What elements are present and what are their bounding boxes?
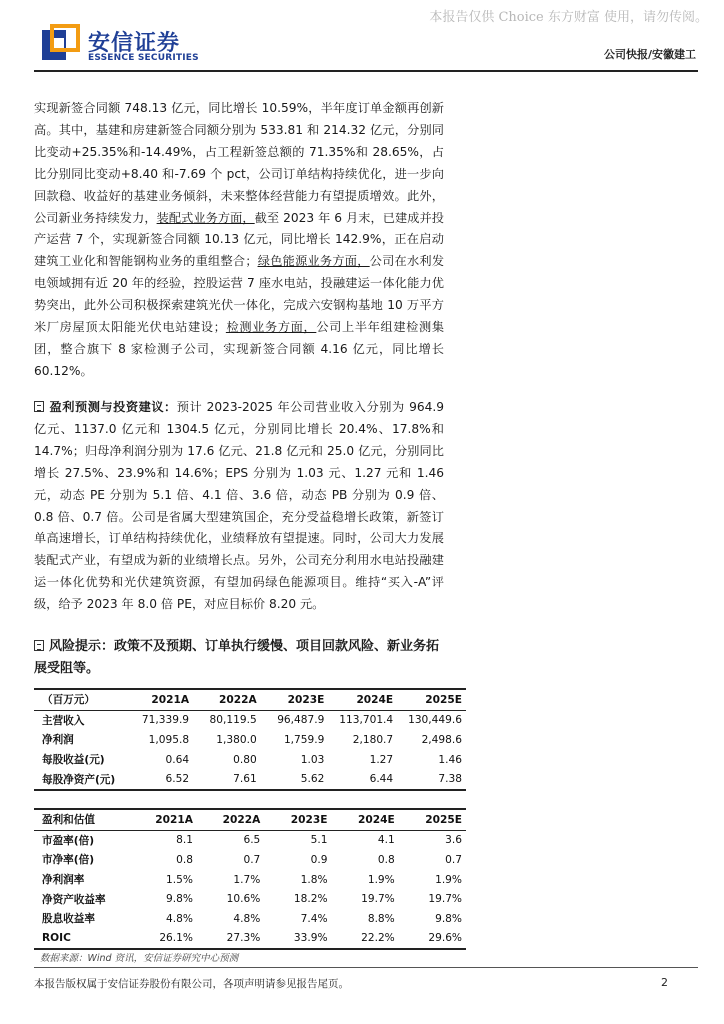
table-cell: 1.5%: [166, 873, 193, 886]
table-cell: 4.8%: [233, 912, 261, 925]
table-cell: 3.6: [445, 834, 462, 847]
paragraph-earnings-forecast: [34, 397, 444, 616]
paragraph-text: 实现新签合同额 748.13 亿元，同比增长 10.59%，半年度订单金额再创新高。其中，基建和房建新签合同额分别为 533.81 和 214.32 亿元，分别同比变动+25.35%和-14.49%，占工程新签总额的 71.35%和 28.65%，占比分别同比变动+8.40 和-7.69 个 pct，公司订单结构持续优化，进一步向回款稳、收益好的基建业务倾斜，未来整体经营能力有望提质增效。此外，公司新业务持续发力，: [34, 101, 444, 225]
table-row-label: 市净率(倍): [42, 854, 95, 867]
table-row: [34, 830, 466, 850]
watermark: 本报告仅供 Choice 东方财富 使用，请勿传阅。: [429, 10, 708, 25]
footer-divider: [34, 967, 698, 968]
table-header-row: [34, 689, 466, 710]
table-cell: 29.6%: [399, 929, 466, 950]
table-cell: 0.7: [445, 853, 462, 866]
paragraph-text: 公司上半年组建检测集团，整合旗下 8 家检测子公司，实现新签合同额 4.16 亿元，同比增长 60.12%。: [34, 320, 445, 378]
table-row-label: 净资产收益率: [42, 893, 106, 906]
section-doc-icon: [34, 401, 44, 412]
table-cell: 1,380.0: [216, 733, 257, 746]
risk-warning-text: 风险提示：政策不及预期、订单执行缓慢、项目回款风险、新业务拓展受阻等。: [34, 639, 440, 676]
financial-summary-table: [34, 688, 466, 791]
earnings-forecast-text: 预计 2023-2025 年公司营业收入分别为 964.9 亿元、1137.0 亿元和 1304.5 亿元，分别同比增长 20.4%、17.8%和 14.7%；归母净利润分别为 17.6 亿元、21.8 亿元和 25.0 亿元，分别同比增长 27.5%、23.9%和 14.6%；EPS 分别为 1.03 元、1.27 元和 1.46 元，动态 PE 分别为 5.1 倍、4.1 倍、3.6 倍，动态 PB 分别为 0.9 倍、0.8 倍、0.7 倍。公司是省属大型建筑国企，充分受益稳增长政策，新签订单高速增长，订单结构持续优化，业绩释放有望提速。同时，公司大力发展装配式产业，有望成为新的业绩增长点。另外，公司充分利用水电站投融建运一体化优势和光伏建筑资源，有望加码绿色能源项目。维持“买入-A”评级，给予 2023 年 8.0 倍 PE，对应目标价 8.20 元。: [34, 400, 444, 612]
table-header-cell: 2021A: [130, 809, 197, 830]
table-cell: 1.9%: [367, 873, 395, 886]
table-cell: 7.61: [193, 769, 261, 790]
table-row-label: 市盈率(倍): [42, 834, 95, 847]
table-cell: 113,701.4: [339, 714, 394, 727]
valuation-table: [34, 808, 466, 950]
table-cell: 6.44: [328, 769, 397, 790]
table-cell: 0.80: [233, 753, 257, 766]
table-row: [34, 870, 466, 890]
table-cell: 19.7%: [428, 893, 462, 906]
underlined-heading: 装配式业务方面，: [156, 210, 255, 225]
table-cell: 33.9%: [264, 929, 331, 950]
table-cell: 7.38: [397, 769, 466, 790]
table-cell: 1.7%: [233, 873, 261, 886]
table-row: [34, 769, 466, 790]
table-row: [34, 710, 466, 730]
table-header-cell: 2022A: [197, 809, 264, 830]
page-number: 2: [661, 976, 668, 989]
underlined-heading: 检测业务方面，: [225, 320, 317, 335]
table-cell: 1,759.9: [283, 733, 325, 746]
table-cell: 7.4%: [300, 912, 328, 925]
table-cell: 1.46: [438, 753, 462, 766]
paragraph-business-overview: [34, 98, 444, 383]
brand-logo-icon: [40, 24, 80, 64]
table-header-row: [34, 809, 466, 830]
table-row-label: 净利润: [42, 734, 74, 747]
table-row: [34, 909, 466, 929]
table-cell: 130,449.6: [408, 714, 462, 727]
table-row: [34, 889, 466, 909]
table-cell: 5.62: [261, 769, 329, 790]
table-cell: 1.27: [369, 753, 394, 766]
table-cell: 0.7: [243, 853, 261, 866]
table-row-label: 每股净资产(元): [34, 769, 125, 790]
table-row: [34, 850, 466, 870]
table-row: [34, 730, 466, 750]
data-source: 数据来源：Wind 资讯，安信证券研究中心预测: [40, 953, 239, 964]
table-cell: 0.8: [377, 853, 395, 866]
table-cell: 6.5: [243, 834, 261, 847]
table-cell: 22.2%: [332, 929, 399, 950]
table-cell: 27.3%: [197, 929, 264, 950]
paragraph-text: 公司在水利发电领域拥有近 20 年的经验，控股运营 7 座水电站，投融建运一体化能力优势突出，此外公司积极探索建筑光伏一体化，完成六安钢构基地 10 万平方米厂房屋顶太阳能光伏电站建设；: [34, 254, 445, 335]
table-header-cell: 2021A: [125, 689, 193, 710]
table-cell: 0.9: [310, 853, 328, 866]
report-category: 公司快报/安徽建工: [603, 48, 696, 61]
table-cell: 9.8%: [435, 912, 462, 925]
table-cell: 2,498.6: [421, 733, 462, 746]
table-cell: 10.6%: [226, 893, 261, 906]
table-header-cell: （百万元）: [34, 689, 125, 710]
table-cell: 71,339.9: [141, 714, 190, 727]
table-row-label: 每股收益(元): [42, 754, 105, 767]
table-row-label: ROIC: [34, 929, 130, 950]
table-cell: 0.8: [176, 853, 193, 866]
table-header-cell: 2023E: [264, 809, 331, 830]
section-doc-icon: [34, 640, 44, 651]
table-cell: 1.03: [300, 753, 325, 766]
table-cell: 8.1: [176, 834, 193, 847]
table-cell: 19.7%: [361, 893, 395, 906]
table-cell: 1.8%: [300, 873, 328, 886]
risk-warning: [34, 636, 444, 680]
table-cell: 96,487.9: [277, 714, 325, 727]
table-cell: 1.9%: [435, 873, 462, 886]
table-header-cell: 2022A: [193, 689, 261, 710]
table-cell: 18.2%: [293, 893, 328, 906]
header-divider: [34, 70, 698, 72]
table-row-label: 股息收益率: [42, 913, 95, 926]
table-row: [34, 929, 466, 950]
table-cell: 1,095.8: [148, 733, 190, 746]
table-row-label: 净利润率: [42, 874, 85, 887]
footer-disclaimer: 本报告版权属于安信证券股份有限公司，各项声明请参见报告尾页。: [34, 978, 349, 990]
table-cell: 6.52: [125, 769, 193, 790]
table-cell: 26.1%: [130, 929, 197, 950]
table-cell: 2,180.7: [352, 733, 394, 746]
table-header-cell: 2025E: [399, 809, 466, 830]
brand-logo: [40, 24, 200, 68]
table-cell: 80,119.5: [209, 714, 257, 727]
earnings-forecast-title: 盈利预测与投资建议：: [49, 400, 177, 414]
table-cell: 4.1: [377, 834, 395, 847]
table-cell: 4.8%: [166, 912, 193, 925]
brand-name-en: ESSENCE SECURITIES: [88, 53, 199, 63]
table-header-cell: 2023E: [261, 689, 329, 710]
table-header-cell: 2024E: [332, 809, 399, 830]
table-row: [34, 750, 466, 770]
table-header-cell: 2024E: [328, 689, 397, 710]
table-cell: 8.8%: [367, 912, 395, 925]
table-header-cell: 2025E: [397, 689, 466, 710]
table-row-label: 主营收入: [42, 714, 85, 727]
table-cell: 5.1: [310, 834, 328, 847]
table-header-cell: 盈利和估值: [34, 809, 130, 830]
table-cell: 9.8%: [166, 893, 193, 906]
brand-name-cn: 安信证券: [88, 31, 181, 56]
paragraph-text: 截至 2023 年 6 月末，已建成并投产运营 7 个，实现新签合同额 10.13 亿元，同比增长 142.9%，正在启动建筑工业化和智能钢构业务的重组整合；: [34, 210, 444, 269]
underlined-heading: 绿色能源业务方面，: [257, 254, 370, 269]
table-cell: 0.64: [165, 753, 190, 766]
